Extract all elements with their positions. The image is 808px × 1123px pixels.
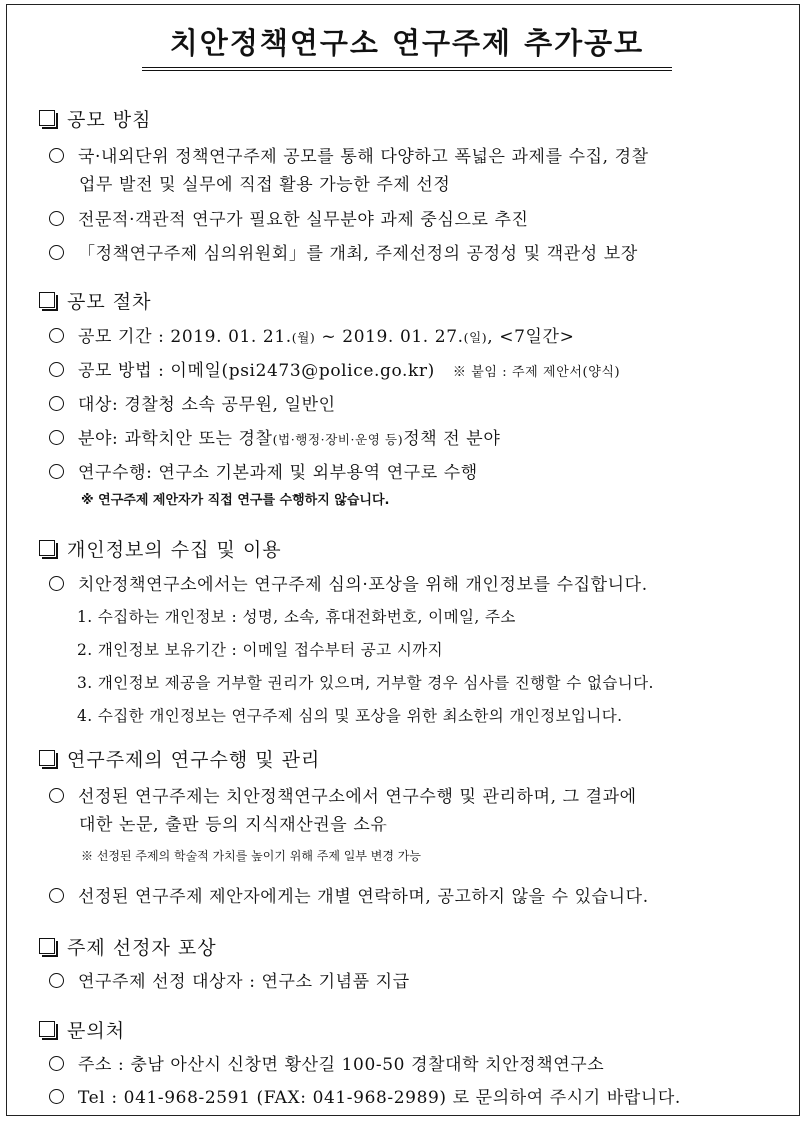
page-title: 치안정책연구소 연구주제 추가공모 [169,26,645,60]
list-item [49,883,789,911]
item-continuation: 업무 발전 및 실무에 직접 활용 가능한 주제 선정 [79,175,451,195]
list-item-address [49,1051,789,1079]
checkbox-square-icon [39,750,55,766]
field-text: 분야: 과학치안 또는 경찰 [78,429,273,449]
item-text: 국·내외단위 정책연구주제 공모를 통해 다양하고 폭넓은 과제를 수집, 경찰 [78,147,649,167]
item-continuation: 대한 논문, 출판 등의 지식재산권을 소유 [79,815,388,835]
list-item-target [49,391,789,419]
attachment-note: ※ 붙임 : 주제 제안서(양식) [452,365,621,380]
circle-bullet-icon [49,1056,64,1071]
list-item [49,206,789,234]
section-title: 개인정보의 수집 및 이용 [67,538,282,561]
field-text-end: 정책 전 분야 [403,429,501,449]
item-text: 대상: 경찰청 소속 공무원, 일반인 [78,395,336,415]
checkbox-square-icon [39,540,55,556]
section-management-heading [39,745,320,771]
item-text: 치안정책연구소에서는 연구주제 심의·포상을 위해 개인정보를 수집합니다. [78,575,648,595]
circle-bullet-icon [49,211,64,226]
circle-bullet-icon [49,245,64,260]
section-title: 주제 선정자 포상 [67,936,217,959]
section-title: 공모 방침 [67,108,152,131]
period-end-day: (일) [463,330,488,345]
circle-bullet-icon [49,888,64,903]
circle-bullet-icon [49,1089,64,1104]
numbered-item: 2. 개인정보 보유기간 : 이메일 접수부터 공고 시까지 [77,641,443,659]
list-item-period [49,323,789,352]
document-frame [6,4,800,1116]
title-underline [142,67,672,71]
period-start: 공모 기간 : 2019. 01. 21. [78,327,292,347]
numbered-item: 4. 수집한 개인정보는 연구주제 심의 및 포상을 위한 최소한의 개인정보입니다. [77,707,623,725]
circle-bullet-icon [49,464,64,479]
period-end: ~ 2019. 01. 27. [315,327,464,347]
item-text: Tel : 041-968-2591 (FAX: 041-968-2989) 로 문의하여 주시기 바랍니다. [78,1088,681,1108]
circle-bullet-icon [49,328,64,343]
list-item [49,783,789,811]
field-detail: (법·행정·장비·운영 등) [272,432,404,447]
item-text: 전문적·객관적 연구가 필요한 실무분야 과제 중심으로 추진 [78,210,529,230]
list-item-method [49,357,789,387]
circle-bullet-icon [49,973,64,988]
checkbox-square-icon [39,110,55,126]
item-text: 「정책연구주제 심의위원회」를 개최, 주제선정의 공정성 및 객관성 보장 [78,244,638,264]
list-item [49,571,789,599]
section-privacy-heading [39,535,282,561]
item-text: 주소 : 충남 아산시 신창면 황산길 100-50 경찰대학 치안정책연구소 [78,1055,605,1075]
item-text: 선정된 연구주제는 치안정책연구소에서 연구수행 및 관리하며, 그 결과에 [78,787,637,807]
list-item-tel [49,1084,789,1112]
circle-bullet-icon [49,576,64,591]
section-reward-heading [39,933,217,959]
list-item [49,968,789,996]
section-title: 공모 절차 [67,290,152,313]
management-note: ※ 선정된 주제의 학술적 가치를 높이기 위해 주제 일부 변경 가능 [81,849,421,863]
section-contact-heading [39,1016,125,1042]
circle-bullet-icon [49,788,64,803]
item-text: 연구주제 선정 대상자 : 연구소 기념품 지급 [78,972,410,992]
item-text: 선정된 연구주제 제안자에게는 개별 연락하며, 공고하지 않을 수 있습니다. [78,887,649,907]
numbered-item: 3. 개인정보 제공을 거부할 권리가 있으며, 거부할 경우 심사를 진행할 수 없습니다. [77,674,654,692]
circle-bullet-icon [49,362,64,377]
section-title: 문의처 [67,1019,126,1042]
circle-bullet-icon [49,430,64,445]
item-text: 연구수행: 연구소 기본과제 및 외부용역 연구로 수행 [78,463,478,483]
numbered-item: 1. 수집하는 개인정보 : 성명, 소속, 휴대전화번호, 이메일, 주소 [77,608,516,626]
section-policy-heading [39,105,151,131]
list-item [49,240,789,268]
method-text: 공모 방법 : 이메일(psi2473@police.go.kr) [78,361,435,381]
checkbox-square-icon [39,292,55,308]
circle-bullet-icon [49,396,64,411]
section-title: 연구주제의 연구수행 및 관리 [67,748,321,771]
checkbox-square-icon [39,1021,55,1037]
list-item [49,143,789,171]
section-procedure-heading [39,287,151,313]
title-block [142,21,672,73]
list-item-research [49,459,789,487]
checkbox-square-icon [39,938,55,954]
circle-bullet-icon [49,148,64,163]
period-start-day: (월) [291,330,316,345]
list-item-field [49,425,789,454]
procedure-note: ※ 연구주제 제안자가 직접 연구를 수행하지 않습니다. [81,493,390,508]
period-duration: , <7일간> [487,327,575,347]
